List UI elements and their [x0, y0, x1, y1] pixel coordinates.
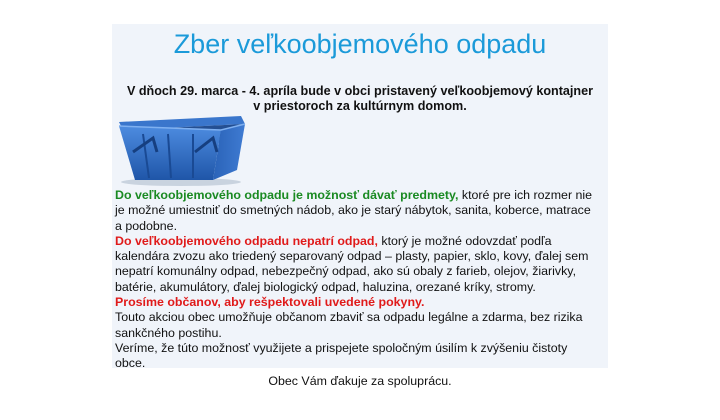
forbidden-text-1: ktorý je možné odovzdať podľa [377, 233, 552, 248]
allowed-line-2: je možné umiestniť do smetných nádob, ako je starý nábytok, sanita, koberce, matrace [115, 203, 591, 218]
request-line: Prosíme občanov, aby rešpektovali uvedené pokyny. [115, 295, 425, 310]
forbidden-heading: Do veľkoobjemového odpadu nepatrí odpad, [115, 233, 378, 248]
action-line-1: Touto akciou obec umožňuje občanom zbaviť sa odpadu legálne a zdarma, bez rizika [115, 310, 583, 325]
body-text [115, 188, 605, 372]
page-title: Zber veľkoobjemového odpadu [173, 29, 547, 59]
forbidden-line-2: kalendára zvozu ako triedený separovaný odpad – plasty, papier, sklo, kovy, ďalej sem [115, 249, 589, 264]
closing-line: Obec Vám ďakuje za spoluprácu. [268, 374, 452, 388]
forbidden-line-1 [115, 234, 605, 249]
forbidden-line-3: nepatrí komunálny odpad, nebezpečný odpad, ako sú obaly z farieb, olejov, žiarivky, [115, 264, 577, 279]
intro-paragraph [112, 84, 608, 114]
allowed-heading: Do veľkoobjemového odpadu je možnosť dávať predmety, [115, 188, 459, 202]
allowed-line-3: a podobne. [115, 218, 178, 233]
allowed-text-1: ktoré pre ich rozmer nie [458, 188, 593, 202]
action-line-2: sankčného postihu. [115, 325, 222, 340]
skip-container-icon [113, 112, 247, 188]
forbidden-line-4: batérie, akumulátory, ďalej biologický odpad, haluzina, orezané kríky, stromy. [115, 279, 536, 294]
allowed-line-1 [115, 188, 605, 203]
belief-line-1: Veríme, že túto možnosť využijete a prispejete spoločným úsilím k zvýšeniu čistoty [115, 340, 568, 355]
intro-line-2: v priestoroch za kultúrnym domom. [253, 99, 467, 113]
belief-line-2: obce. [115, 356, 146, 371]
intro-line-1: V dňoch 29. marca - 4. apríla bude v obci pristavený veľkoobjemový kontajner [126, 84, 594, 98]
